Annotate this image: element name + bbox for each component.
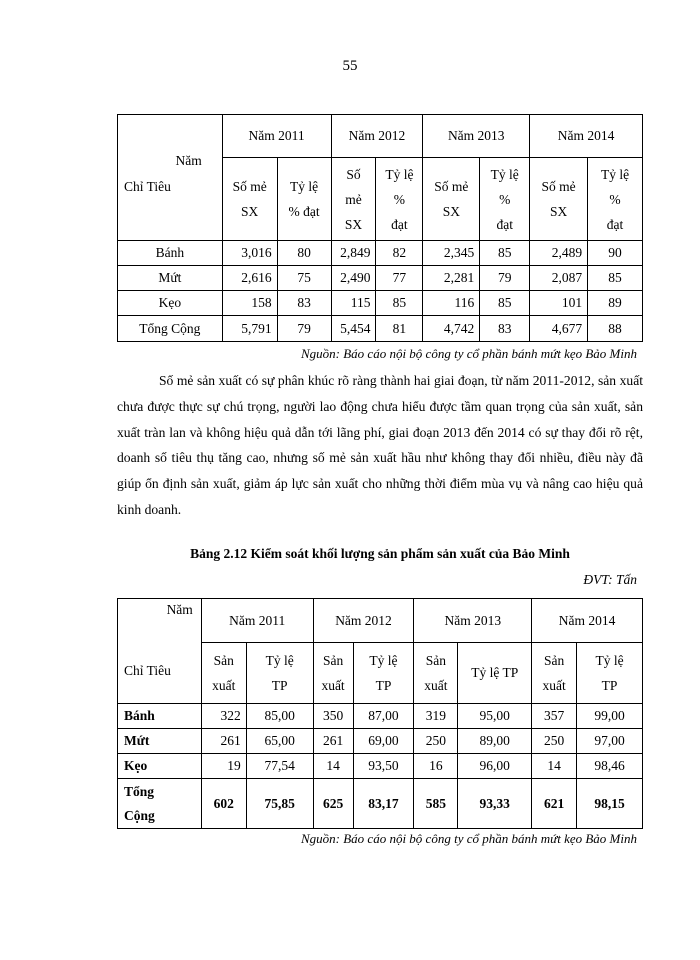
table-source-note: Nguồn: Báo cáo nội bộ công ty cổ phần bánh mứt kẹo Bảo Minh [300,831,637,846]
production-volume-table [117,598,643,829]
sub-header-batches: Số mẻ SX [331,158,376,241]
table-row: Bánh 322 85,00 350 87,00 319 95,00 357 99,00 [118,704,643,729]
table-row: Kẹo 19 77,54 14 93,50 16 96,00 14 98,46 [118,754,643,779]
sub-header-rate: Tỷ lệ TP [353,643,414,704]
sub-header-rate: Tỷ lệ % đạt [277,158,331,241]
table-corner-header [118,115,223,241]
table-row: Bánh 3,016 80 2,849 82 2,345 85 2,489 90 [118,241,643,266]
production-batch-table [117,114,643,342]
table-row-total: Tổng Cộng 602 75,85 625 83,17 585 93,33 621 98,15 [118,779,643,829]
sub-header-output: Sản xuất [201,643,246,704]
year-header: Năm 2012 [313,599,414,643]
table-source-note: Nguồn: Báo cáo nội bộ công ty cổ phần bánh mứt kẹo Bảo Minh [300,346,637,361]
sub-header-output: Sản xuất [414,643,458,704]
sub-header-batches: Số mẻ SX [423,158,480,241]
year-header: Năm 2012 [331,115,423,158]
sub-header-rate: Tỷ lệ TP [577,643,643,704]
unit-label: ĐVT: Tấn [583,572,637,587]
table-row: Mứt 261 65,00 261 69,00 250 89,00 250 97,00 [118,729,643,754]
sub-header-rate: Tỷ lệ % đạt [376,158,423,241]
sub-header-rate: Tỷ lệ TP [458,643,532,704]
header-year-label: Năm [166,602,193,617]
table-row: Mứt 2,616 75 2,490 77 2,281 79 2,087 85 [118,266,643,291]
year-header: Năm 2011 [201,599,313,643]
table-caption: Bảng 2.12 Kiểm soát khối lượng sản phẩm sản xuất của Bảo Minh [190,546,570,561]
year-header: Năm 2014 [532,599,643,643]
sub-header-rate: Tỷ lệ TP [246,643,313,704]
year-header: Năm 2014 [530,115,643,158]
sub-header-output: Sản xuất [532,643,577,704]
page-number: 55 [342,58,358,74]
sub-header-output: Sản xuất [313,643,353,704]
sub-header-batches: Số mẻ SX [530,158,588,241]
year-header: Năm 2011 [222,115,331,158]
table-corner-header [118,599,202,704]
year-header: Năm 2013 [414,599,532,643]
header-indicator-label: Chỉ Tiêu [124,179,171,194]
sub-header-batches: Số mẻ SX [222,158,277,241]
header-indicator-label: Chỉ Tiêu [124,663,171,678]
table-row: Tổng Cộng 5,791 79 5,454 81 4,742 83 4,677 88 [118,316,643,342]
year-header: Năm 2013 [423,115,530,158]
sub-header-rate: Tỷ lệ % đạt [480,158,530,241]
sub-header-rate: Tỷ lệ % đạt [588,158,643,241]
header-year-label: Năm [175,153,202,168]
body-paragraph: Số mẻ sản xuất có sự phân khúc rõ ràng thành hai giai đoạn, từ năm 2011-2012, sản xuất chưa được thực sự chú trọng, người lao động chưa hiểu được tầm quan trọng của sản xuất, sản xuất tràn lan và không hiệu quả dẫn tới lãng phí, giai đoạn 2013 đến 2014 có sự thay đổi rõ rệt, doanh số tiêu thụ tăng cao, nhưng số mẻ sản xuất hầu như không thay đổi nhiều, điều này đã giúp ổn định sản xuất, giảm áp lực sản xuất cho những thời điểm mùa vụ và nâng cao hiệu quả kinh doanh. [117,373,643,517]
table-row: Kẹo 158 83 115 85 116 85 101 89 [118,291,643,316]
